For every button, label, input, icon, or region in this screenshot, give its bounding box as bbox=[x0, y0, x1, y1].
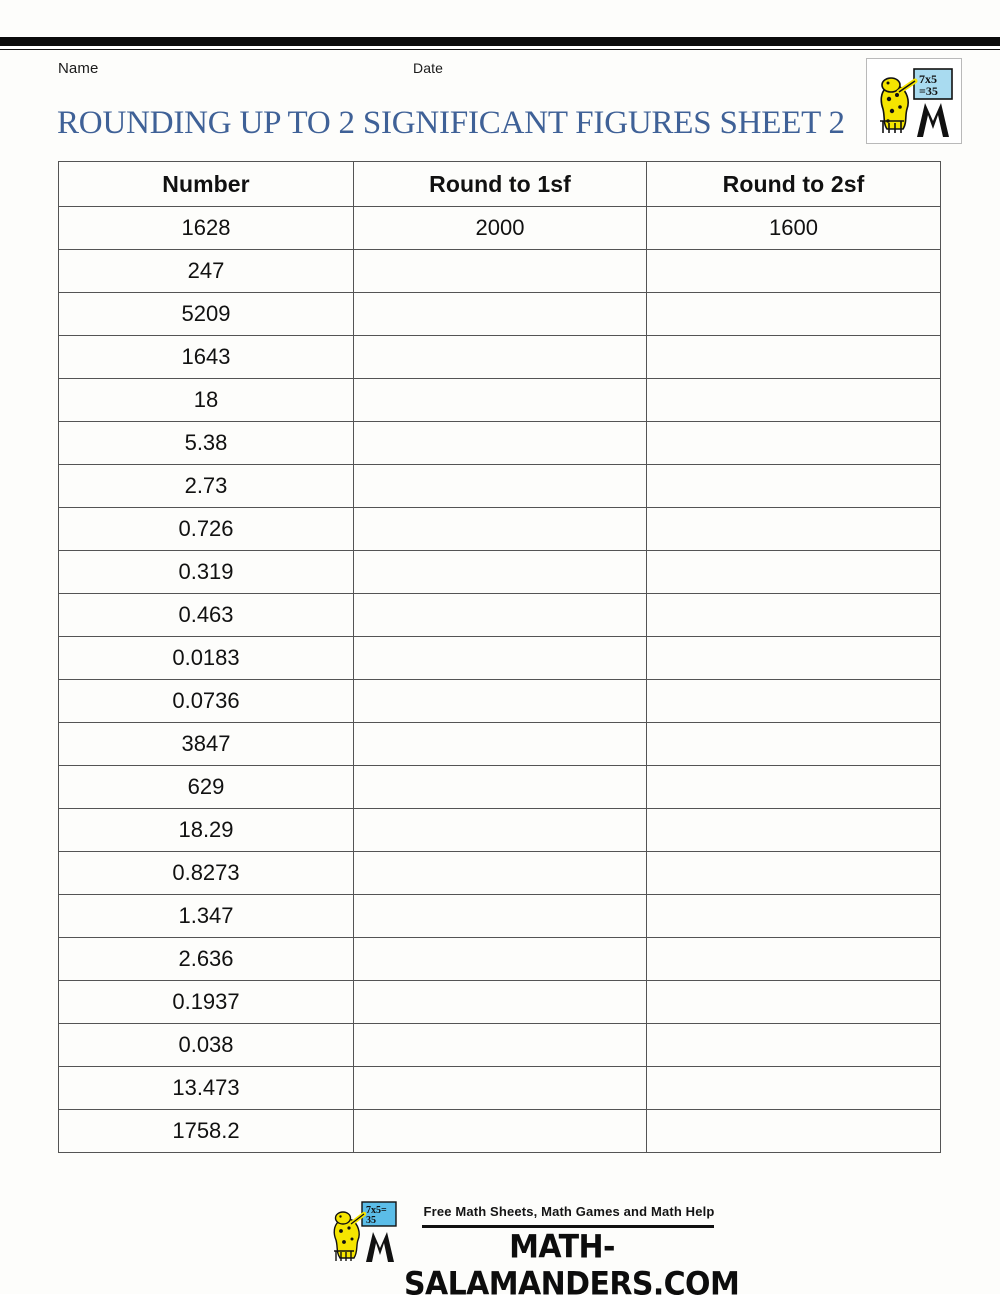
footer-brand-name: MATH-SALAMANDERS.COM bbox=[404, 1229, 740, 1303]
cell-number: 18.29 bbox=[59, 809, 354, 852]
date-label: Date bbox=[413, 60, 443, 76]
cell-round-1sf[interactable] bbox=[354, 1024, 647, 1067]
cell-number: 0.319 bbox=[59, 551, 354, 594]
page-footer bbox=[0, 1198, 1000, 1303]
cell-number: 2.636 bbox=[59, 938, 354, 981]
cell-round-1sf[interactable] bbox=[354, 379, 647, 422]
cell-number: 1.347 bbox=[59, 895, 354, 938]
logo-board-line1: 7x5 bbox=[919, 72, 937, 86]
table-body bbox=[59, 207, 941, 1153]
cell-round-2sf[interactable] bbox=[647, 766, 941, 809]
cell-number: 0.0736 bbox=[59, 680, 354, 723]
cell-round-2sf[interactable] bbox=[647, 250, 941, 293]
cell-round-2sf[interactable] bbox=[647, 809, 941, 852]
table-row bbox=[59, 465, 941, 508]
cell-round-2sf[interactable] bbox=[647, 508, 941, 551]
cell-round-1sf[interactable] bbox=[354, 250, 647, 293]
footer-divider bbox=[422, 1225, 714, 1228]
table-row bbox=[59, 508, 941, 551]
logo-board-line2: 35 bbox=[366, 1215, 376, 1226]
cell-round-1sf[interactable] bbox=[354, 766, 647, 809]
page-top-rule bbox=[0, 36, 1000, 47]
rounding-worksheet-table bbox=[58, 161, 941, 1153]
cell-round-2sf[interactable]: 1600 bbox=[647, 207, 941, 250]
column-header-round-2sf: Round to 2sf bbox=[647, 162, 941, 207]
footer-tagline: Free Math Sheets, Math Games and Math Help bbox=[423, 1204, 715, 1219]
cell-number: 5.38 bbox=[59, 422, 354, 465]
table-row bbox=[59, 293, 941, 336]
cell-round-1sf[interactable] bbox=[354, 594, 647, 637]
cell-number: 629 bbox=[59, 766, 354, 809]
table-row bbox=[59, 250, 941, 293]
table-row bbox=[59, 1110, 941, 1153]
cell-round-2sf[interactable] bbox=[647, 680, 941, 723]
cell-round-2sf[interactable] bbox=[647, 422, 941, 465]
column-header-round-1sf: Round to 1sf bbox=[354, 162, 647, 207]
table-row bbox=[59, 852, 941, 895]
cell-round-1sf[interactable] bbox=[354, 1067, 647, 1110]
cell-round-2sf[interactable] bbox=[647, 465, 941, 508]
cell-round-2sf[interactable] bbox=[647, 551, 941, 594]
table-row bbox=[59, 809, 941, 852]
cell-number: 2.73 bbox=[59, 465, 354, 508]
cell-round-1sf[interactable] bbox=[354, 895, 647, 938]
cell-round-2sf[interactable] bbox=[647, 594, 941, 637]
cell-number: 247 bbox=[59, 250, 354, 293]
cell-round-2sf[interactable] bbox=[647, 293, 941, 336]
cell-round-2sf[interactable] bbox=[647, 938, 941, 981]
cell-round-1sf[interactable] bbox=[354, 981, 647, 1024]
cell-round-1sf[interactable] bbox=[354, 465, 647, 508]
cell-number: 0.8273 bbox=[59, 852, 354, 895]
salamander-icon bbox=[867, 59, 961, 143]
logo-board-line1: 7x5= bbox=[366, 1205, 387, 1216]
cell-round-1sf[interactable] bbox=[354, 508, 647, 551]
cell-number: 0.1937 bbox=[59, 981, 354, 1024]
math-salamanders-logo-header bbox=[866, 58, 962, 144]
table-row bbox=[59, 938, 941, 981]
name-label: Name bbox=[58, 60, 99, 77]
table-row bbox=[59, 895, 941, 938]
cell-round-2sf[interactable] bbox=[647, 723, 941, 766]
cell-number: 18 bbox=[59, 379, 354, 422]
table-row bbox=[59, 1024, 941, 1067]
cell-round-1sf[interactable] bbox=[354, 723, 647, 766]
cell-round-2sf[interactable] bbox=[647, 637, 941, 680]
table-row bbox=[59, 680, 941, 723]
cell-number: 3847 bbox=[59, 723, 354, 766]
table-row bbox=[59, 379, 941, 422]
cell-number: 0.0183 bbox=[59, 637, 354, 680]
cell-number: 0.038 bbox=[59, 1024, 354, 1067]
table-row bbox=[59, 336, 941, 379]
table-row bbox=[59, 1067, 941, 1110]
page-title: ROUNDING UP TO 2 SIGNIFICANT FIGURES SHEET 2 bbox=[57, 105, 845, 141]
cell-round-2sf[interactable] bbox=[647, 1067, 941, 1110]
table-row bbox=[59, 766, 941, 809]
table-row bbox=[59, 981, 941, 1024]
cell-number: 5209 bbox=[59, 293, 354, 336]
cell-round-2sf[interactable] bbox=[647, 1110, 941, 1153]
cell-round-1sf[interactable] bbox=[354, 293, 647, 336]
table-row bbox=[59, 422, 941, 465]
cell-number: 0.726 bbox=[59, 508, 354, 551]
table-row bbox=[59, 551, 941, 594]
table-row bbox=[59, 207, 941, 250]
cell-round-2sf[interactable] bbox=[647, 336, 941, 379]
cell-round-2sf[interactable] bbox=[647, 1024, 941, 1067]
cell-round-2sf[interactable] bbox=[647, 895, 941, 938]
table-header-row bbox=[59, 162, 941, 207]
cell-number: 1628 bbox=[59, 207, 354, 250]
cell-round-1sf[interactable] bbox=[354, 422, 647, 465]
cell-number: 1643 bbox=[59, 336, 354, 379]
table-row bbox=[59, 594, 941, 637]
column-header-number: Number bbox=[59, 162, 354, 207]
cell-number: 13.473 bbox=[59, 1067, 354, 1110]
cell-round-1sf[interactable] bbox=[354, 637, 647, 680]
table-row bbox=[59, 637, 941, 680]
cell-round-1sf[interactable] bbox=[354, 680, 647, 723]
cell-round-1sf[interactable] bbox=[354, 938, 647, 981]
cell-round-1sf[interactable] bbox=[354, 336, 647, 379]
cell-round-1sf[interactable] bbox=[354, 1110, 647, 1153]
student-meta-row bbox=[58, 60, 938, 82]
logo-board-line2: =35 bbox=[919, 84, 938, 98]
cell-round-2sf[interactable] bbox=[647, 981, 941, 1024]
cell-round-1sf[interactable]: 2000 bbox=[354, 207, 647, 250]
table-row bbox=[59, 723, 941, 766]
cell-number: 0.463 bbox=[59, 594, 354, 637]
cell-round-1sf[interactable] bbox=[354, 809, 647, 852]
cell-round-1sf[interactable] bbox=[354, 551, 647, 594]
cell-round-2sf[interactable] bbox=[647, 379, 941, 422]
cell-number: 1758.2 bbox=[59, 1110, 354, 1153]
cell-round-2sf[interactable] bbox=[647, 852, 941, 895]
cell-round-1sf[interactable] bbox=[354, 852, 647, 895]
